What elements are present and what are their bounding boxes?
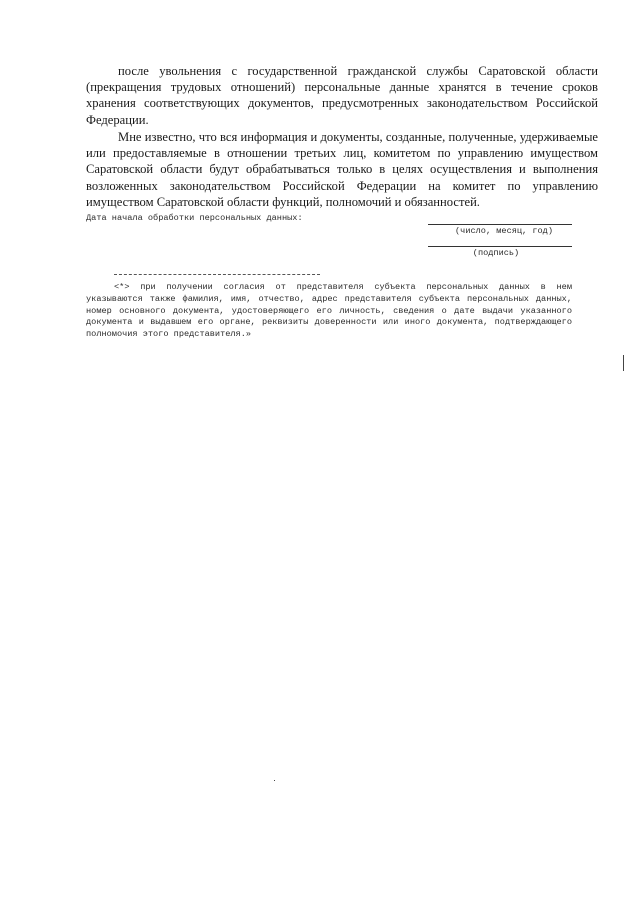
date-line — [428, 224, 572, 225]
consent-paragraph-third-parties: Мне известно, что вся информация и документы, созданные, полученные, удерживаемые или предоставляемые в отношении третьих лиц, комитетом по управлению имуществом Саратовской области будут обрабатываться только в целях осуществления и выполнения возложенных законодательством Российской Федерации на комитет по управлению имуществом Саратовской области функций, полномочий и обязанностей. — [86, 130, 598, 209]
scan-artifact — [274, 780, 275, 781]
signature-line — [428, 246, 572, 247]
scan-artifact — [623, 355, 624, 371]
footnote-separator — [114, 274, 320, 275]
consent-paragraph-retention: после увольнения с государственной гражданской службы Саратовской области (прекращения трудовых отношений) персональные данные хранятся в течение сроков хранения соответствующих документов, предусмотренных законодательством Российской Федерации. — [86, 64, 598, 127]
signature-hint: (подпись) — [472, 248, 520, 258]
date-hint: (число, месяц, год) — [455, 226, 553, 236]
footnote: <*> при получении согласия от представителя субъекта персональных данных в нем указываются также фамилия, имя, отчество, адрес представителя субъекта персональных данных, номер основного документа, удостоверяющего его личность, сведения о дате выдачи указанного документа и выдавшем его органе, реквизиты доверенности или иного документа, подтверждающего полномочия этого представителя.» — [86, 282, 572, 340]
processing-start-date-label: Дата начала обработки персональных данных: — [86, 213, 303, 223]
